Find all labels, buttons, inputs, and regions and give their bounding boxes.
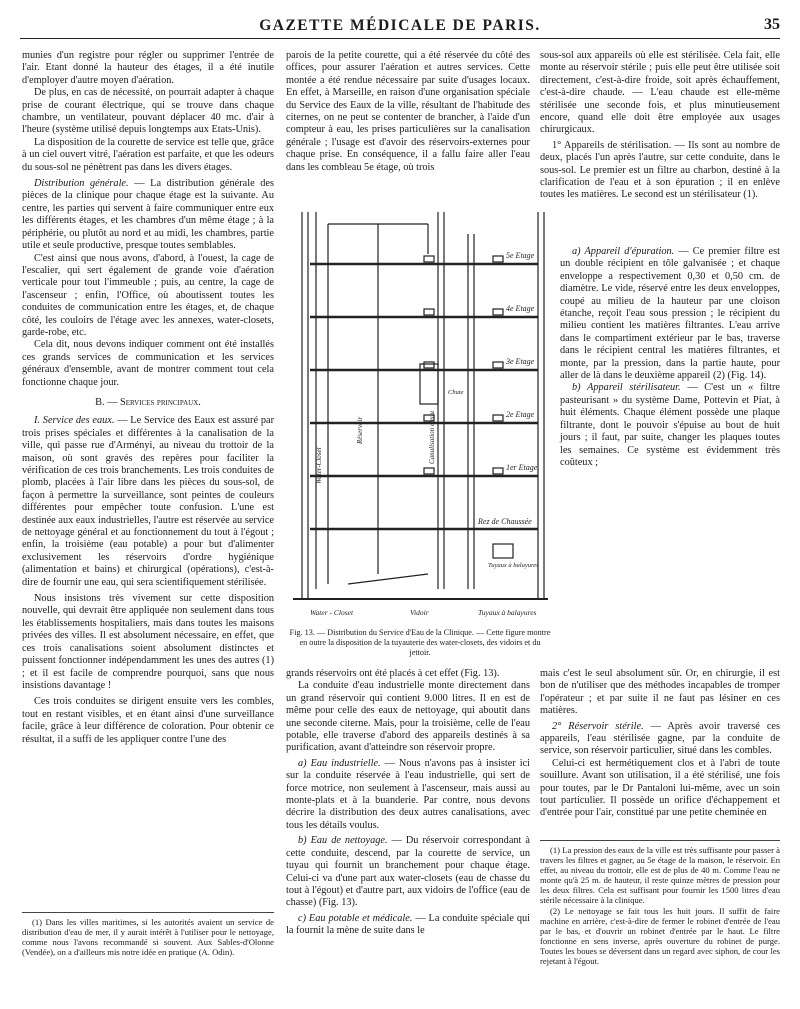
paragraph-lead: b) Appareil stérilisateur. [572,382,681,394]
paragraph [540,721,780,758]
footnote: (1) Dans les villes maritimes, si les autorités avaient un service de distribution d'eau de mer, il y aurait intérêt à l'utiliser pour le nettoyage, comme nous l'avons recommandé si souvent. Aux Sables-d'Olonne (Vendée), on a d'ailleurs mis notre idée en pratique (A. Odin). [22,917,274,958]
paragraph: parois de la petite courette, qui a été réservée du côté des offices, pour assurer l'aération et autres services. Cette montée a été rendue nécessaire par suite d'usages locaux. En effet, à Marseille, en raison d'une organisation spéciale du Service des Eaux de la ville, résultant de l'habitude des citernes, on ne peut se contenter de brancher, à l'aide d'un compteur à eau, les prises particulières sur la canalisation générale ; l'usage est d'avoir des réservoirs-externes pour chaque prise. En conséquence, il a fallu faire aller l'eau dans les combleau 5e étage, où trois [286,50,530,173]
paragraph-body: — Après avoir traversé ces appareils, l'eau stérilisée gagne, par la conduite de service, son réservoir particulier, situé dans les combles. [540,720,780,757]
column-3-top [540,50,780,202]
page-header [20,14,780,38]
paragraph-body: — Nous n'avons pas à insister ici sur la conduite réservée à l'eau industrielle, qui sert de force motrice, non seulement à l'ascenseur, mais aussi au monte-plats et à la buanderie. Par contre, nous devons décrire la distribution des deux autres canalisations, avec tous les détails voulus. [286,757,530,831]
floor-label-4: 4e Etage [506,304,535,313]
bottom-label-tuyaux: Tuyaux à balayures [478,608,537,617]
paragraph-body: — C'est un « filtre pasteurisant » du système Dame, Pottevin et Piat, à huit éléments. Chaque élément possède une plaque filtrante, dont le pouvoir s'épuise au bout de huit jours ; il faut, par suite, changer les plaques toutes les semaines. Ce système est évidemment très coûteux ; [560,382,780,468]
paragraph: mais c'est le seul absolument sûr. Or, en chirurgie, il est bon de n'utiliser que des méthodes incapables de tromper l'opérateur ; et par suite il ne faut pas lésiner en ces matières. [540,668,780,717]
journal-title: GAZETTE MÉDICALE DE PARIS. [259,17,541,34]
footnote: (1) La pression des eaux de la ville est très suffisante pour passer à travers les filtres et gagner, au 5e étage de la maison, le réservoir. En effet, au niveau du trottoir, elle est de plus de 40 m. Comme l'eau ne monte qu'à 25 m. de hauteur, il reste quinze mètres de pression pour les deux filtres. Cela est suffisant pour fournir les 1500 litres d'eau stérile nécessaire à la clinique. [540,845,780,906]
paragraph [560,382,780,469]
side-label-wc: Water-Closet [315,447,323,484]
bottom-label-wc: Water - Closet [310,608,354,617]
side-label-chute: Chute [448,389,464,396]
paragraph [560,246,780,382]
column-2-top [286,50,530,174]
paragraph-lead: Distribution générale. [34,178,129,190]
paragraph: La conduite d'eau industrielle monte directement dans un grand réservoir qui contient 9.000 litres. Il en est de même pour celle des eaux de nettoyage, qui aboutit dans une seconde citerne. Mais, pour la troisième, celle de l'eau potable, elle traverse d'abord des appareils destinés à sa purification, avant d'atteindre son réservoir propre. [286,680,530,754]
paragraph: C'est ainsi que nous avons, d'abord, à l'ouest, la cage de l'escalier, qui sert également de grande voie d'aération verticale pour tout l'immeuble ; puis, au centre, la cage de l'ascenseur ; enfin, l'Office, où aboutissent toutes les conduites de communication entre les étages, et, de chaque côté, les couloirs de l'étage avec les annexes, water-closets, garde-robe, etc. [22,252,274,338]
side-label-canalisation: Canalisation d'eau [428,410,436,464]
plumbing-diagram [288,204,552,624]
floor-label-ground: Rez de Chaussée [478,517,532,526]
right-label: Tuyaux à balayures [488,562,539,569]
paragraph: De plus, en cas de nécessité, on pourrait adapter à chaque prise de courant électrique, qui se trouve dans chaque chambre, un ventilateur, pouvant déplacer 40 mc. d'air à l'heure (système utilisé depuis longtemps aux Etats-Unis). [22,87,274,136]
floor-label-2: 2e Etage [506,410,535,419]
header-rule [20,38,780,39]
footnotes-col3 [540,840,780,966]
paragraph: Cela dit, nous devons indiquer comment ont été installés ces grands services de communication et les services généraux d'ensemble, avant de montrer comment tout cela fonctionne chaque jour. [22,339,274,388]
paragraph [22,415,274,589]
paragraph [286,913,530,938]
paragraph-lead: I. Service des eaux. [34,415,115,427]
paragraph [286,835,530,909]
paragraph-lead: b) Eau de nettoyage. [298,835,388,847]
paragraph-body: — Ce premier filtre est un double récipient en tôle galvanisée ; et chaque enveloppe a respectivement 0,30 et 0,50 cm. de diamètre. Le vide, réservé entre les deux enveloppes, coupé au milieu de la hauteur par une cloison étanche, reçoit l'eau sous pression ; le récipient du milieu contient les matières filtrantes. L'eau arrive dans le compartiment extérieur par le bas, traverse dans le récipient central les matières filtrantes, et monte, par la pression, dans la partie haute, pour aller de là dans le deuxième appareil (2) (Fig. 14). [560,246,780,382]
paragraph-body: — Le Service des Eaux est assuré par trois prises spéciales et différentes à la canalisation de la ville, qui passe rue d'Arményi, au niveau du trottoir de la maison, où sont gravés des repères pour faciliter la vérification de ces trois branchements. Les trois conduites de plomb, placées à l'air libre dans les pièces du sous-sol, de façon à permettre la surveillance, sont peintes de couleurs différentes pour empêcher toute confusion. L'une est destinée aux eaux industrielles, l'autre est réservée au service de nettoyage général et au fonctionnement du tout à l'égout ; enfin, la troisième (eau potable) a pour but d'alimenter exclusivement les réservoirs d'ordre hygiénique (alimentation et bains) et chirurgical (opérations), c'est-à-dire de fournir une eau, qui sera scientifiquement stérilisée. [22,415,274,588]
paragraph [286,758,530,832]
bottom-label-vidoir: Vidoir [410,608,429,617]
side-label-reservoir: Réservoir [356,416,364,444]
section-heading: B. — Services principaux. [95,396,201,408]
paragraph-body: — La conduite spéciale qui la fournit la mène de suite dans le [286,912,530,937]
page-number: 35 [764,16,780,33]
footnote-col1 [22,912,274,957]
paragraph: Ces trois conduites se dirigent ensuite vers les combles, tout en restant visibles, et en étant ainsi d'une surveillance facile, grâce à leur différence de coloration. Pour obtenir ce résultat, il a suffi de les appliquer contre l'une des [22,696,274,745]
paragraph: 1° Appareils de stérilisation. — Ils sont au nombre de deux, placés l'un après l'autre, sur cette conduite, dans le sous-sol. Le premier est un filtre au charbon, destiné à la clarification de l'eau et à son épuration ; il en enlève toutes les matières. Le second est un stérilisateur (1). [540,139,780,201]
column-3-narrow [560,246,780,469]
footnote: (2) Le nettoyage se fait tous les huit jours. Il suffit de faire machine en arrière, c'est-à-dire de fermer le robinet d'entrée de l'eau par le bas, et d'ouvrir un robinet d'entrée par le haut. Le filtre fonctionne en sens inverse, après ouverture du robinet de purge. Toutes les boues se déversent dans un regard avec siphon, de cour les rejetant à l'égout. [540,905,780,967]
paragraph: Nous insistons très vivement sur cette disposition nouvelle, qui devrait être appliquée non seulement dans tous les établissements hospitaliers, mais dans toutes les maisons privées des villes. Il est absolument nécessaire, en effet, que ces trois canalisations soient absolument distinctes et puissent fonctionner indépendamment les unes des autres (1) ; et il est facile de comprendre pourquoi, sans que nous insistions davantage ! [22,593,274,691]
floor-label-5: 5e Etage [506,251,535,260]
paragraph: sous-sol aux appareils où elle est stérilisée. Cela fait, elle monte au réservoir stérile ; puis elle peut être utilisée soit directement, c'est-à-dire froide, soit après échauffement, c'est-à-dire chaude. — L'eau chaude est elle-même stérilisée une seconde fois, et plus minutieusement encore, quand elle doit être employée aux usages chirurgicaux. [540,50,780,136]
paragraph: La disposition de la courette de service est telle que, grâce à un ciel ouvert vitré, l'aération est parfaite, et que les odeurs du sous-sol ne pénètrent pas dans les divers étages. [22,136,274,173]
figure-13 [288,204,552,624]
floor-label-3: 3e Etage [506,357,535,366]
paragraph: Celui-ci est hermétiquement clos et à l'abri de toute souillure. Avant son utilisation, il a été stérilisé, une fois pour toutes, par le Dr Pantaloni lui-même, avec un soin tout particulier. Il possède un orifice d'échappement et d'entrée pour l'air, constitué par une petite cheminée en [540,757,780,819]
paragraph [22,178,274,252]
column-3-bottom [540,668,780,820]
paragraph: munies d'un registre pour régler ou supprimer l'entrée de l'air. Etant donné la hauteur des étages, il a été inutile d'employer d'autre moyen d'aération. [22,50,274,86]
figure-caption: Fig. 13. — Distribution du Service d'Eau de la Clinique. — Cette figure montre en outre la disposition de la tuyauterie des water-closets, des vidoirs et du jettoir. [289,628,551,657]
paragraph-lead: a) Appareil d'épuration. [572,246,675,257]
column-2-bottom [286,668,530,938]
paragraph-body: — La distribution générale des pièces de la clinique pour chaque étage est la suivante. Au centre, les parties qui servent à faire communiquer entre eux les différents étages, et les chambres d'un même étage ; à la périphérie, ou plutôt au nord et au midi, les chambres, partie utile et seule productive, presque toutes semblables. [22,178,274,252]
paragraph-lead: 2° Réservoir stérile. [552,720,644,732]
column-1 [22,50,274,746]
floor-label-1: 1er Etage [506,463,538,472]
paragraph: grands réservoirs ont été placés à cet effet (Fig. 13). [286,668,500,679]
paragraph-lead: c) Eau potable et médicale. [298,912,413,924]
paragraph-body: — Du réservoir correspondant à cette conduite, descend, par la courette de service, un tuyau qui fournit un branchement pour chaque étage. Celui-ci va d'une part aux water-closets (eau de chasse du tout à l'égout) et d'autre part, aux vidoirs de l'office (eau de chasse) (Fig. 13). [286,835,530,909]
paragraph-lead: a) Eau industrielle. [298,757,381,769]
